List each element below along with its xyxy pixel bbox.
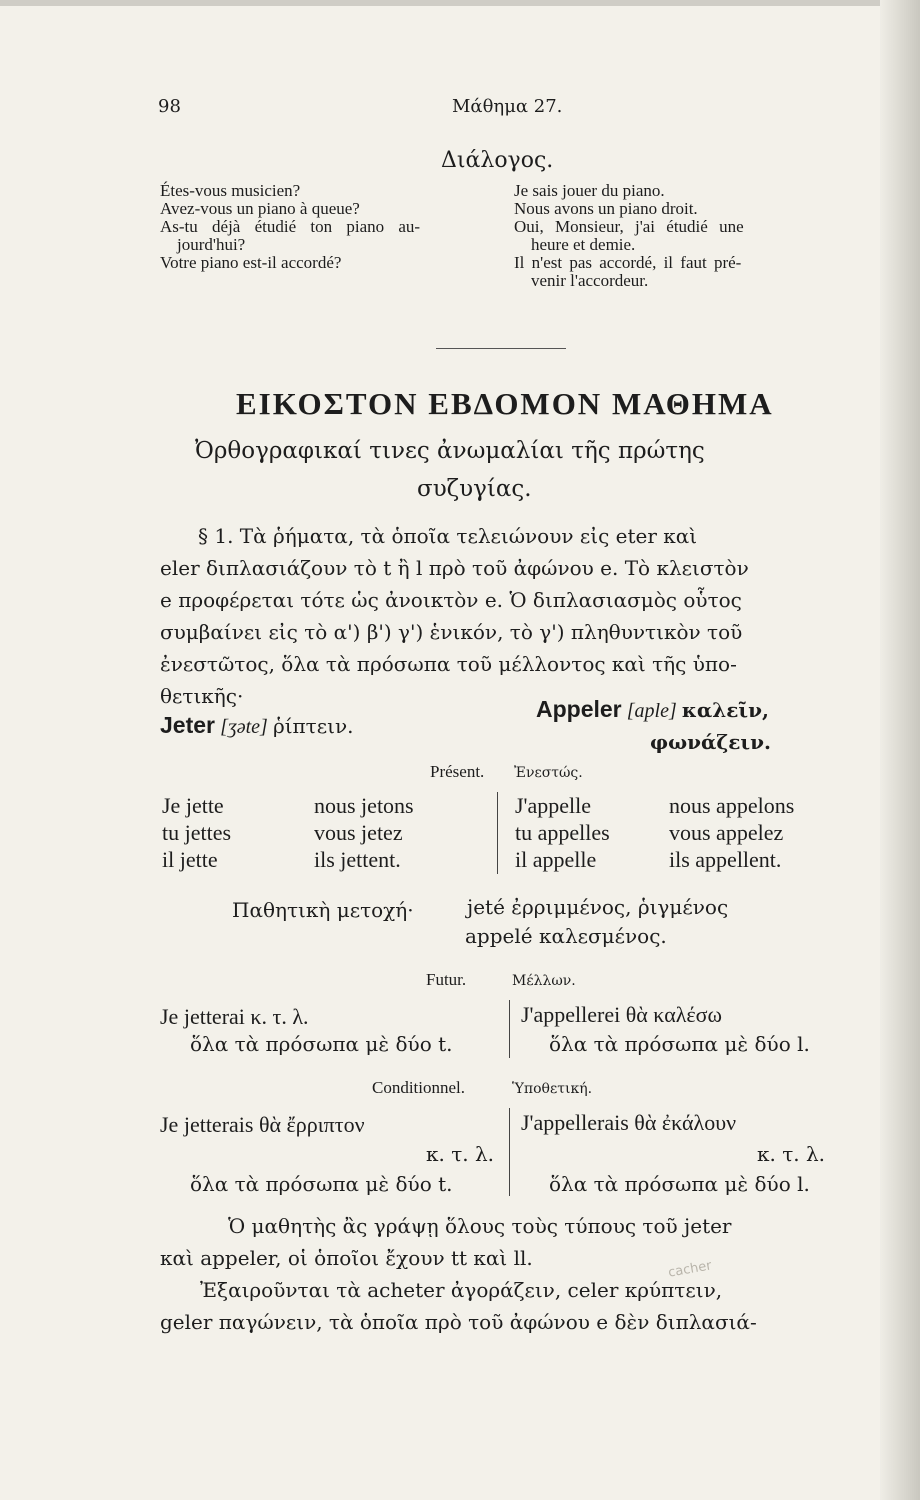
verb-appeler-meaning-2: φωνάζειν. bbox=[650, 730, 771, 754]
present-jeter-plural bbox=[314, 792, 414, 873]
dialogue-left-line: As-tu déjà étudié ton piano au- bbox=[160, 217, 421, 236]
dialogue-left-line: Votre piano est-il accordé? bbox=[160, 253, 342, 272]
conditionnel-label-gr: Ὑποθετική. bbox=[512, 1081, 593, 1097]
conditionnel-jeter: Je jetterais θὰ ἔρριπτον bbox=[160, 1112, 365, 1137]
futur-jeter-note: ὅλα τὰ πρόσωπα μὲ δύο t. bbox=[190, 1032, 453, 1056]
verb-jeter: Jeter bbox=[160, 712, 215, 738]
futur-label-gr: Μέλλων. bbox=[512, 973, 576, 989]
verb-jeter-header bbox=[160, 712, 353, 739]
conj-form: vous appelez bbox=[669, 820, 784, 845]
closing-line: geler παγώνειν, τὰ ὁποῖα πρὸ τοῦ ἀφώνου e δὲν διπλασιά- bbox=[160, 1310, 757, 1334]
paragraph-line: e προφέρεται τότε ὡς ἀνοικτὸν e. Ὁ διπλασιασμὸς οὗτος bbox=[160, 588, 742, 612]
verb-appeler: Appeler bbox=[536, 696, 622, 722]
page-number: 98 bbox=[158, 96, 181, 117]
closing-line: Ὁ μαθητὴς ἂς γράψῃ ὅλους τοὺς τύπους τοῦ jeter bbox=[228, 1214, 732, 1238]
participle-line: jeté ἐρριμμένος, ῥιγμένος bbox=[467, 895, 729, 919]
conj-form: vous jetez bbox=[314, 820, 403, 845]
pencil-annotation: cacher bbox=[667, 1258, 713, 1281]
futur-jeter: Je jetterai κ. τ. λ. bbox=[160, 1004, 309, 1029]
present-label-gr: Ἐνεστώς. bbox=[514, 765, 583, 781]
conditionnel-label-fr: Conditionnel. bbox=[372, 1078, 466, 1097]
lesson-subtitle: Ὀρθογραφικαί τινες ἀνωμαλίαι τῆς πρώτης bbox=[195, 438, 705, 464]
conj-form: ils jettent. bbox=[314, 847, 401, 872]
lesson-subtitle-continued: συζυγίας. bbox=[417, 476, 532, 502]
paragraph-line: eler διπλασιάζουν τὸ t ἢ l πρὸ τοῦ ἀφώνου e. Τὸ κλειστὸν bbox=[160, 556, 749, 580]
verb-jeter-meaning: ῥίπτειν. bbox=[272, 714, 354, 738]
dialogue-right-column bbox=[514, 182, 744, 290]
conditionnel-appeler-etc: κ. τ. λ. bbox=[757, 1142, 826, 1166]
verb-jeter-pronunciation: [ʒəte] bbox=[220, 716, 268, 738]
present-jeter-singular bbox=[162, 792, 231, 873]
dialogue-left-line: Étes-vous musicien? bbox=[160, 181, 301, 200]
column-divider bbox=[509, 1108, 510, 1196]
column-divider bbox=[509, 1000, 510, 1058]
conditionnel-appeler: J'appellerais θὰ ἐκάλουν bbox=[521, 1110, 737, 1135]
verb-appeler-pronunciation: [aple] bbox=[626, 700, 677, 722]
dialogue-title: Διάλογος. bbox=[441, 148, 554, 173]
conj-form: Je jette bbox=[162, 793, 224, 818]
dialogue-left-line: jourd'hui? bbox=[177, 235, 246, 254]
futur-appeler: J'appellerei θὰ καλέσω bbox=[521, 1002, 722, 1027]
dialogue-right-line: Oui, Monsieur, j'ai étudié une bbox=[514, 217, 744, 236]
conj-form: il jette bbox=[162, 847, 218, 872]
dialogue-left-column bbox=[160, 182, 420, 272]
conj-form: J'appelle bbox=[515, 793, 592, 818]
present-label-fr: Présent. bbox=[430, 762, 485, 781]
conj-form: nous appelons bbox=[669, 793, 795, 818]
conj-form: il appelle bbox=[515, 847, 597, 872]
verb-appeler-header bbox=[536, 696, 769, 723]
conditionnel-jeter-note: ὅλα τὰ πρόσωπα μὲ δύο t. bbox=[190, 1172, 453, 1196]
column-divider bbox=[497, 792, 498, 874]
futur-appeler-note: ὅλα τὰ πρόσωπα μὲ δύο l. bbox=[549, 1032, 810, 1056]
rule-paragraph bbox=[160, 520, 850, 712]
dialogue-right-line: Je sais jouer du piano. bbox=[514, 181, 665, 200]
conditionnel-appeler-note: ὅλα τὰ πρόσωπα μὲ δύο l. bbox=[549, 1172, 810, 1196]
participle-line: appelé καλεσμένος. bbox=[465, 924, 667, 948]
dialogue-right-line: venir l'accordeur. bbox=[531, 271, 649, 290]
running-title: Μάθημα 27. bbox=[452, 96, 563, 117]
scan-top-edge bbox=[0, 0, 920, 6]
conj-form: tu appelles bbox=[515, 820, 610, 845]
present-appeler-plural bbox=[669, 792, 794, 873]
dialogue-right-line: Nous avons un piano droit. bbox=[514, 199, 698, 218]
dialogue-left-line: Avez-vous un piano à queue? bbox=[160, 199, 360, 218]
dialogue-right-line: heure et demie. bbox=[531, 235, 636, 254]
paragraph-line: συμβαίνει εἰς τὸ α') β') γ') ἑνικόν, τὸ γ') πληθυντικὸν τοῦ bbox=[160, 620, 743, 644]
closing-line: καὶ appeler, οἱ ὁποῖοι ἔχουν tt καὶ ll. bbox=[160, 1246, 533, 1270]
scan-right-edge bbox=[880, 0, 920, 1500]
paragraph-line: θετικῆς· bbox=[160, 684, 244, 708]
conj-form: nous jetons bbox=[314, 793, 414, 818]
dialogue-right-line: Il n'est pas accordé, il faut pré- bbox=[514, 253, 742, 272]
conditionnel-jeter-etc: κ. τ. λ. bbox=[426, 1142, 495, 1166]
participle-label: Παθητικὴ μετοχή· bbox=[232, 898, 414, 922]
section-divider bbox=[436, 348, 566, 349]
conj-form: ils appellent. bbox=[669, 847, 782, 872]
paragraph-line: ἐνεστῶτος, ὅλα τὰ πρόσωπα τοῦ μέλλοντος καὶ τῆς ὑπο- bbox=[160, 652, 737, 676]
conj-form: tu jettes bbox=[162, 820, 232, 845]
closing-line: Ἐξαιροῦνται τὰ acheter ἀγοράζειν, celer κρύπτειν, bbox=[200, 1278, 723, 1302]
present-appeler-singular bbox=[515, 792, 610, 873]
lesson-heading: ΕΙΚΟΣΤΟΝ ΕΒΔΟΜΟΝ ΜΑΘΗΜΑ bbox=[236, 386, 774, 421]
verb-appeler-meaning: καλεῖν, bbox=[681, 698, 769, 722]
paragraph-line: § 1. Τὰ ῥήματα, τὰ ὁποῖα τελειώνουν εἰς eter καὶ bbox=[198, 524, 698, 548]
futur-label-fr: Futur. bbox=[426, 970, 467, 989]
closing-text bbox=[160, 1210, 757, 1338]
